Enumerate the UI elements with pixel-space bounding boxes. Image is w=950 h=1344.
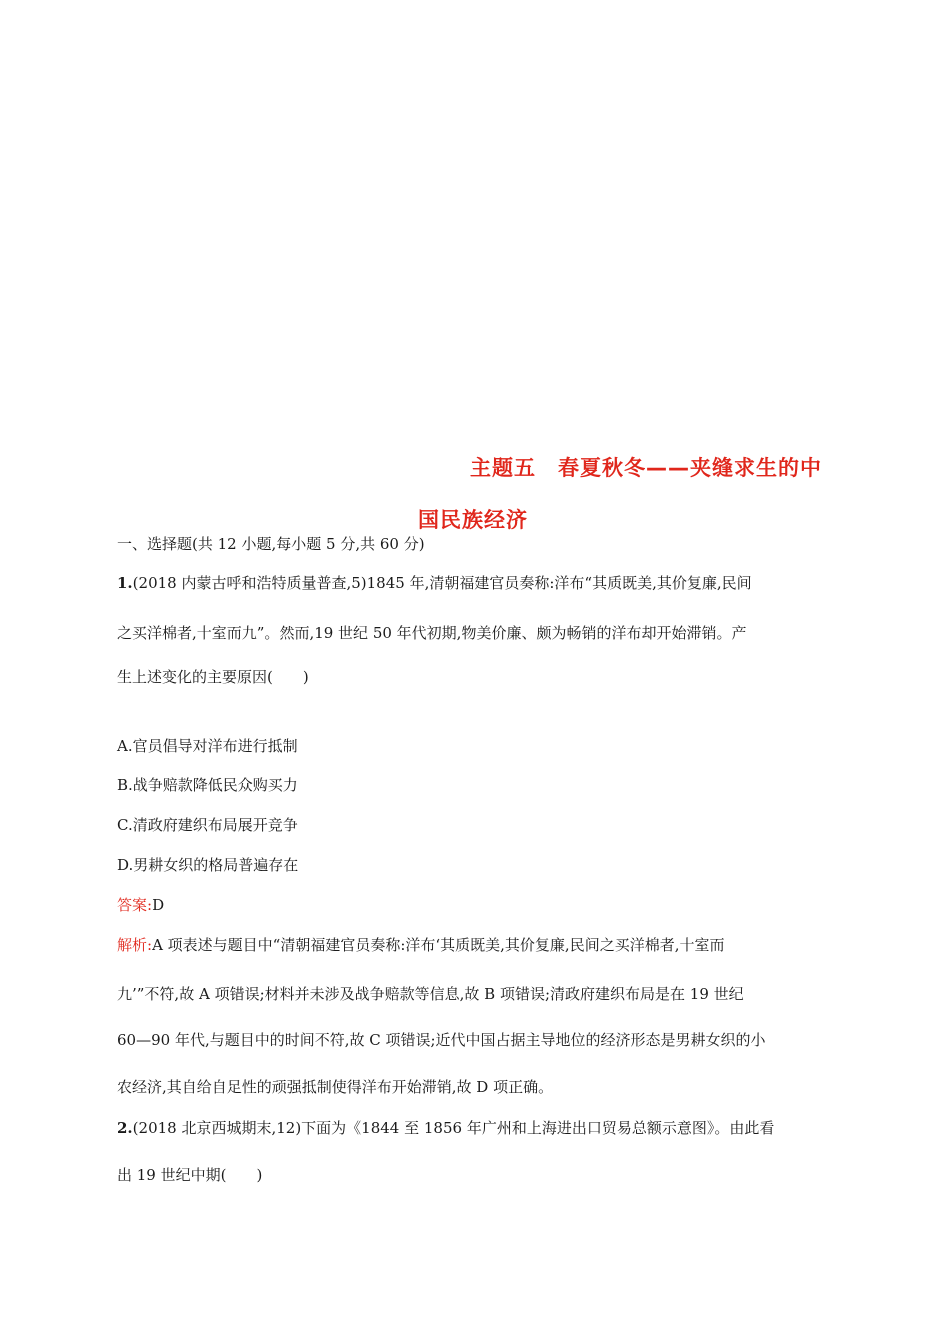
question-1-option-d: D.男耕女织的格局普遍存在 (117, 856, 299, 874)
page-title-line-1: 主题五 春夏秋冬——夹缝求生的中 (470, 456, 822, 480)
answer-label: 答案: (117, 896, 153, 914)
question-2-line-2: 出 19 世纪中期( ) (117, 1166, 263, 1184)
question-2-number: 2. (117, 1119, 133, 1137)
question-1-line-3: 生上述变化的主要原因( ) (117, 668, 309, 686)
question-1-line-2: 之买洋棉者,十室而九”。然而,19 世纪 50 年代初期,物美价廉、颇为畅销的洋布却开始滞销。产 (117, 624, 747, 642)
question-1-option-b: B.战争赔款降低民众购买力 (117, 776, 298, 794)
question-1-analysis-line-1 (117, 934, 724, 956)
question-1-answer (117, 894, 164, 916)
section-heading: 一、选择题(共 12 小题,每小题 5 分,共 60 分) (117, 535, 425, 553)
question-2-text-1: (2018 北京西城期末,12)下面为《1844 至 1856 年广州和上海进出口贸易总额示意图》。由此看 (132, 1119, 775, 1137)
analysis-text-1: A 项表述与题目中“清朝福建官员奏称:洋布‘其质既美,其价复廉,民间之买洋棉者,十室而 (152, 936, 725, 954)
answer-value: D (152, 896, 165, 914)
question-1-line-1 (117, 572, 752, 594)
question-1-number: 1. (117, 574, 133, 592)
question-1-analysis-line-3: 60—90 年代,与题目中的时间不符,故 C 项错误;近代中国占据主导地位的经济形态是男耕女织的小 (117, 1031, 766, 1049)
question-1-option-c: C.清政府建织布局展开竞争 (117, 816, 298, 834)
question-1-analysis-line-2: 九’”不符,故 A 项错误;材料并未涉及战争赔款等信息,故 B 项错误;清政府建织布局是在 19 世纪 (117, 985, 744, 1003)
question-1-option-a: A.官员倡导对洋布进行抵制 (117, 737, 298, 755)
question-1-text-1: (2018 内蒙古呼和浩特质量普查,5)1845 年,清朝福建官员奏称:洋布“其质既美,其价复廉,民间 (132, 574, 752, 592)
analysis-label: 解析: (117, 936, 153, 954)
question-2-line-1 (117, 1117, 774, 1139)
question-1-analysis-line-4: 农经济,其自给自足性的顽强抵制使得洋布开始滞销,故 D 项正确。 (117, 1078, 554, 1096)
page-title-line-2: 国民族经济 (418, 508, 528, 532)
